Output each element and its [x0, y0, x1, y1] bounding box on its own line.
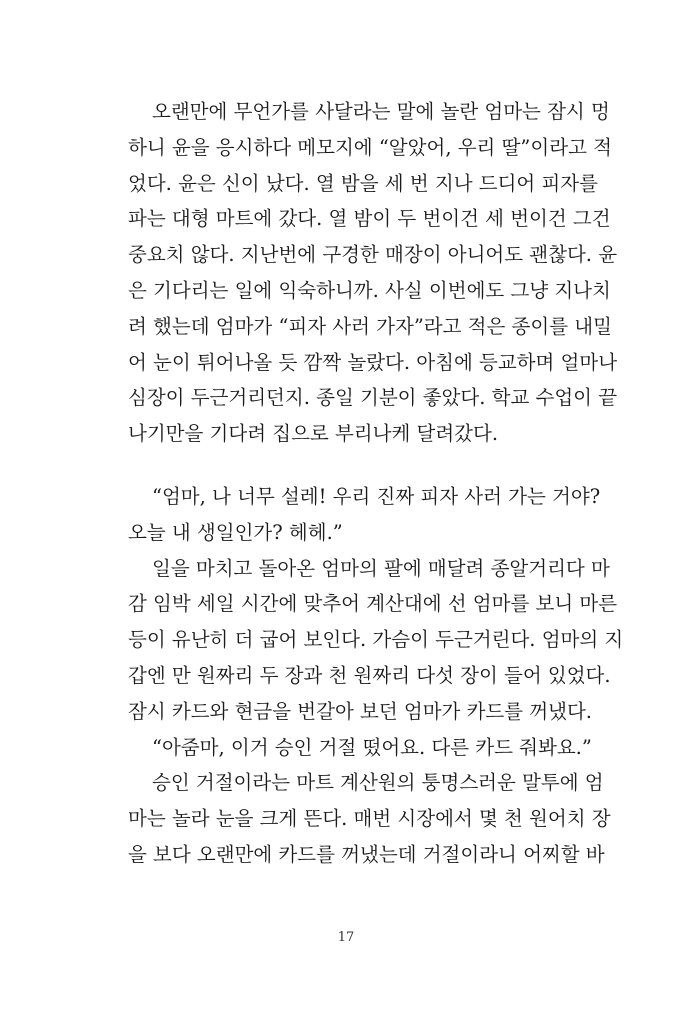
- text-line: 어 눈이 튀어나올 듯 깜짝 놀랐다. 아침에 등교하며 얼마나: [128, 350, 618, 374]
- paragraph: [128, 551, 624, 730]
- text-line: 오랜만에 무언가를 사달라는 말에 놀란 엄마는 잠시 멍: [152, 100, 610, 123]
- text-line: 었다. 윤은 신이 났다. 열 밤을 세 번 지나 드디어 피자를: [128, 171, 598, 195]
- text-line: 잠시 카드와 현금을 번갈아 보던 엄마가 카드를 꺼냈다.: [128, 699, 593, 723]
- body-text: [128, 94, 624, 873]
- text-line: 을 보다 오랜만에 카드를 꺼냈는데 거절이라니 어찌할 바: [128, 842, 605, 866]
- text-line: 나기만을 기다려 집으로 부리나케 달려갔다.: [128, 422, 499, 446]
- text-line: 감 임박 세일 시간에 맞추어 계산대에 선 엄마를 보니 마른: [128, 592, 618, 616]
- text-line: 려 했는데 엄마가 “피자 사러 가자”라고 적은 종이를 내밀: [128, 314, 612, 338]
- page-number: 17: [337, 930, 355, 945]
- text-line: “엄마, 나 너무 설레! 우리 진짜 피자 사러 가는 거야?: [152, 484, 601, 508]
- text-line: 갑엔 만 원짜리 두 장과 천 원짜리 다섯 장이 들어 있었다.: [128, 663, 611, 687]
- text-line: “아줌마, 이거 승인 거절 떴어요. 다른 카드 줘봐요.”: [152, 735, 592, 759]
- text-line: 오늘 내 생일인가? 헤헤.”: [128, 520, 343, 544]
- paragraph: [128, 94, 618, 452]
- paragraph: [128, 730, 592, 766]
- text-line: 등이 유난히 더 굽어 보인다. 가슴이 두근거린다. 엄마의 지: [128, 628, 624, 652]
- text-line: 은 기다리는 일에 익숙하니까. 사실 이번에도 그냥 지나치: [128, 278, 611, 302]
- text-line: 심장이 두근거리던지. 종일 기분이 좋았다. 학교 수업이 끝: [128, 386, 618, 410]
- text-line: 하니 윤을 응시하다 메모지에 “알았어, 우리 딸”이라고 적: [128, 135, 612, 159]
- paragraph: [128, 765, 611, 872]
- paragraph-gap: [128, 452, 564, 479]
- text-line: 중요치 않다. 지난번에 구경한 매장이 아니어도 괜찮다. 윤: [128, 243, 618, 267]
- text-line: 일을 마치고 돌아온 엄마의 팔에 매달려 종알거리다 마: [152, 556, 610, 580]
- paragraph: [128, 479, 601, 551]
- text-line: 파는 대형 마트에 갔다. 열 밤이 두 번이건 세 번이건 그건: [128, 207, 611, 231]
- text-line: 승인 거절이라는 마트 계산원의 퉁명스러운 말투에 엄: [152, 771, 604, 795]
- text-line: 마는 놀라 눈을 크게 뜬다. 매번 시장에서 몇 천 원어치 장: [128, 807, 611, 831]
